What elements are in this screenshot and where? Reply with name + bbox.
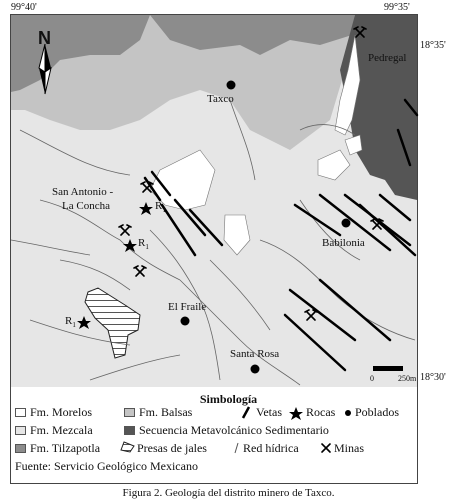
coord-top-left: 99°40' [11,2,37,13]
legend-fm-morelos: Fm. Morelos [30,405,93,419]
legend-presa-symbol [121,442,134,452]
legend-red-hidrica: Red hídrica [243,441,299,455]
legend-poblados: Poblados [355,405,400,419]
legend-secuencia: Secuencia Metavolcánico Sedimentario [139,423,329,437]
legend-title: Simbología [199,392,258,406]
legend-vetas: Vetas [256,405,282,419]
label-pedregal: Pedregal [368,52,407,64]
legend-fm-mezcala: Fm. Mezcala [30,423,93,437]
north-label: N [38,28,51,48]
legend-red-hidrica-symbol [235,443,238,453]
figure-caption: Figura 2. Geología del distrito minero de Taxco. [122,487,335,499]
coord-top-right: 99°35' [384,2,410,13]
legend-fm-balsas: Fm. Balsas [139,405,193,419]
legend-rocas: Rocas [306,405,336,419]
label-san-antonio-1: San Antonio - [52,186,114,198]
coord-right-top: 18°35' [420,40,446,51]
scale-bar [373,366,403,371]
legend-tilzapotla-swatch [15,444,26,453]
label-san-antonio-2: La Concha [62,200,110,212]
scale-end-label: 250m [398,374,417,383]
label-r1-c: $R_1$ [65,315,76,330]
legend-mezcala-swatch [15,426,26,435]
label-r1-b: $R_1$ [138,237,149,252]
label-el-fraile: El Fraile [168,301,207,313]
legend-secuencia-swatch [124,426,135,435]
legend-minas: Minas [334,441,364,455]
legend-fm-tilzapotla: Fm. Tilzapotla [30,441,101,455]
scale-start-label: 0 [370,374,374,383]
legend-balsas-swatch [124,408,135,417]
legend-fuente: Fuente: Servicio Geológico Mexicano [15,459,198,473]
legend-veta-symbol [243,407,249,418]
legend-presas: Presas de jales [137,441,207,455]
label-santa-rosa: Santa Rosa [230,348,280,360]
label-taxco: Taxco [207,93,234,105]
legend-poblados-symbol [345,410,351,416]
label-babilonia: Babilonia [322,237,365,249]
coord-right-bottom: 18°30' [420,372,446,383]
label-r1-a: $R_1$ [155,200,166,215]
legend-rocas-symbol [289,407,303,420]
legend-minas-symbol [322,444,330,452]
legend-morelos-swatch [15,408,26,417]
